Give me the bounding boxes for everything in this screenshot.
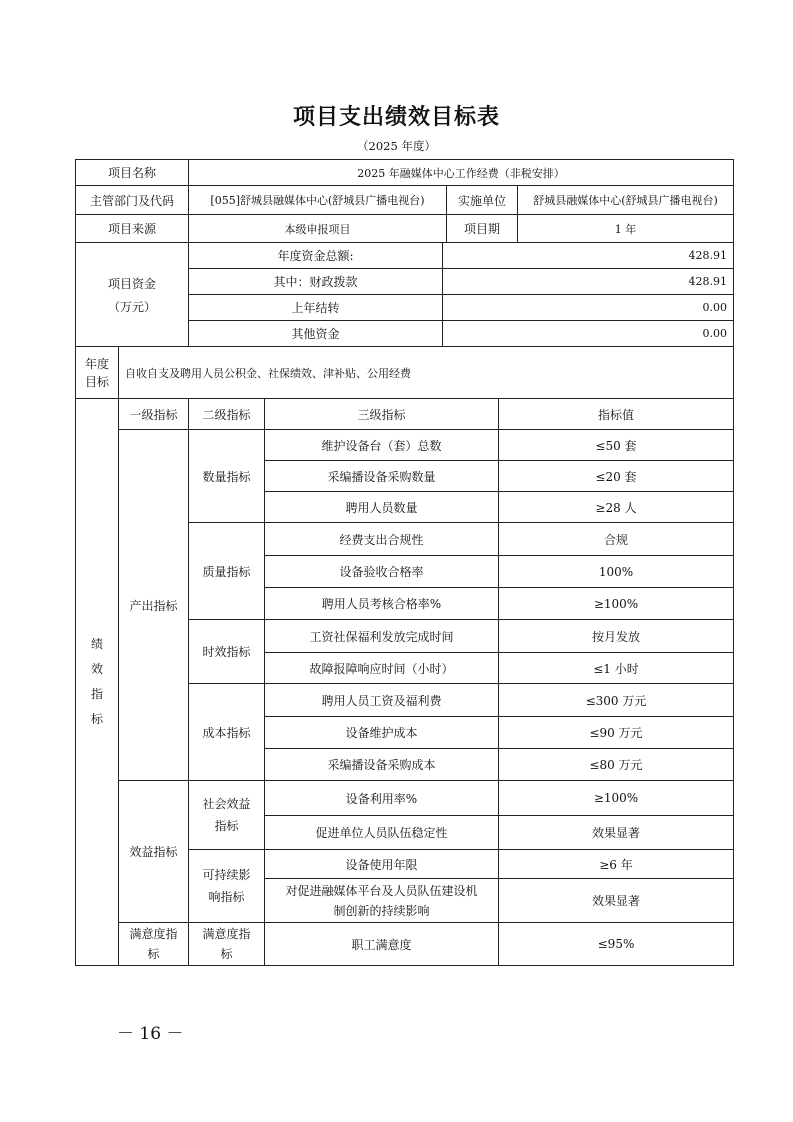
indicator-name: 采编播设备采购数量 — [265, 461, 499, 492]
table-row — [76, 347, 734, 399]
indicator-name: 设备验收合格率 — [265, 556, 499, 588]
output-indicator-label: 产出指标 — [119, 430, 189, 781]
period-label: 项目期 — [447, 215, 518, 243]
indicator-name: 聘用人员工资及福利费 — [265, 684, 499, 717]
fund-fiscal-label: 其中：财政拨款 — [189, 269, 443, 295]
section-char: 指 — [90, 687, 103, 701]
sustain-impact-label — [189, 850, 265, 923]
table-row — [76, 430, 734, 461]
fund-label-line2: （万元） — [107, 299, 156, 314]
source-label: 项目来源 — [76, 215, 189, 243]
indicator-value: 效果显著 — [499, 879, 734, 923]
quality-indicator-label: 质量指标 — [189, 523, 265, 620]
fund-label — [76, 243, 189, 347]
indicator-value: ≤1 小时 — [499, 653, 734, 684]
fund-table — [75, 242, 734, 347]
annual-goal-label-line1: 年度 — [84, 356, 109, 371]
indicator-value: ≤80 万元 — [499, 749, 734, 781]
fund-label-line1: 项目资金 — [107, 276, 156, 291]
annual-goal-value: 自收自支及聘用人员公积金、社保绩效、津补贴、公用经费 — [119, 347, 734, 399]
project-name-label: 项目名称 — [76, 160, 189, 186]
satisfaction-l2-line1: 满意度指 — [202, 927, 251, 941]
satisfaction-l1-line2: 标 — [147, 947, 160, 961]
fund-other-value: 0.00 — [443, 321, 734, 347]
indicator-name: 故障报障响应时间（小时） — [265, 653, 499, 684]
satisfaction-l2-label — [189, 923, 265, 966]
header-level2: 二级指标 — [189, 399, 265, 430]
section-char: 绩 — [90, 637, 103, 651]
fiscal-year: （2025 年度） — [357, 139, 436, 153]
sustain-impact-label-line1: 可持续影 — [202, 868, 251, 882]
indicator-name: 设备使用年限 — [265, 850, 499, 879]
fund-carryover-value: 0.00 — [443, 295, 734, 321]
indicator-value: 效果显著 — [499, 816, 734, 850]
satisfaction-l2-line2: 标 — [220, 947, 233, 961]
timeliness-indicator-label: 时效指标 — [189, 620, 265, 684]
indicator-name: 设备利用率% — [265, 781, 499, 816]
period-value: 1 年 — [518, 215, 734, 243]
table-row — [76, 186, 734, 215]
table-row — [76, 160, 734, 186]
indicator-value: 100% — [499, 556, 734, 588]
table-row — [76, 243, 734, 269]
section-char: 效 — [90, 662, 103, 676]
project-name-value: 2025 年融媒体中心工作经费（非税安排） — [189, 160, 734, 186]
indicator-name: 设备维护成本 — [265, 717, 499, 749]
dept-label: 主管部门及代码 — [76, 186, 189, 215]
satisfaction-l1-label — [119, 923, 189, 966]
social-benefit-label-line2: 指标 — [214, 819, 239, 833]
header-level1: 一级指标 — [119, 399, 189, 430]
indicator-value: ≤20 套 — [499, 461, 734, 492]
indicator-name: 经费支出合规性 — [265, 523, 499, 556]
dept-value: [055]舒城县融媒体中心(舒城县广播电视台) — [189, 186, 447, 215]
indicator-value: ≥100% — [499, 588, 734, 620]
performance-section-label — [76, 399, 119, 966]
quantity-indicator-label: 数量指标 — [189, 430, 265, 523]
indicator-name — [265, 879, 499, 923]
fund-fiscal-value: 428.91 — [443, 269, 734, 295]
indicator-name-line1: 对促进融媒体平台及人员队伍建设机 — [285, 883, 478, 898]
impl-unit-label: 实施单位 — [447, 186, 518, 215]
table-row — [76, 781, 734, 816]
satisfaction-l1-line1: 满意度指 — [129, 927, 178, 941]
cost-indicator-label: 成本指标 — [189, 684, 265, 781]
header-level3: 三级指标 — [265, 399, 499, 430]
table-row — [76, 923, 734, 966]
indicator-value: 按月发放 — [499, 620, 734, 653]
fund-total-value: 428.91 — [443, 243, 734, 269]
performance-table — [75, 346, 734, 966]
table-row — [76, 215, 734, 243]
fund-carryover-label: 上年结转 — [189, 295, 443, 321]
table-row — [76, 399, 734, 430]
section-char: 标 — [90, 712, 103, 726]
source-value: 本级申报项目 — [189, 215, 447, 243]
indicator-name: 聘用人员数量 — [265, 492, 499, 523]
indicator-name: 维护设备台（套）总数 — [265, 430, 499, 461]
indicator-value: ≤50 套 — [499, 430, 734, 461]
indicator-value: ≥28 人 — [499, 492, 734, 523]
page-title: 项目支出绩效目标表 — [292, 105, 500, 130]
social-benefit-label-line1: 社会效益 — [202, 797, 251, 811]
header-value: 指标值 — [499, 399, 734, 430]
social-benefit-label — [189, 781, 265, 850]
fund-total-label: 年度资金总额: — [189, 243, 443, 269]
indicator-value: ≤90 万元 — [499, 717, 734, 749]
sustain-impact-label-line2: 响指标 — [208, 890, 245, 904]
fund-other-label: 其他资金 — [189, 321, 443, 347]
annual-goal-label-line2: 目标 — [84, 374, 109, 389]
page-number: － 16 － — [117, 1024, 184, 1044]
project-info-table — [75, 159, 734, 243]
indicator-name: 采编播设备采购成本 — [265, 749, 499, 781]
annual-goal-label — [76, 347, 119, 399]
indicator-value: 合规 — [499, 523, 734, 556]
impl-unit-value: 舒城县融媒体中心(舒城县广播电视台) — [518, 186, 734, 215]
indicator-name-line2: 制创新的持续影响 — [333, 903, 430, 918]
benefit-indicator-label: 效益指标 — [119, 781, 189, 923]
indicator-name: 职工满意度 — [265, 923, 499, 966]
indicator-name: 工资社保福利发放完成时间 — [265, 620, 499, 653]
indicator-value: ≥100% — [499, 781, 734, 816]
indicator-value: ≤95% — [499, 923, 734, 966]
indicator-name: 促进单位人员队伍稳定性 — [265, 816, 499, 850]
indicator-name: 聘用人员考核合格率% — [265, 588, 499, 620]
indicator-value: ≤300 万元 — [499, 684, 734, 717]
indicator-value: ≥6 年 — [499, 850, 734, 879]
